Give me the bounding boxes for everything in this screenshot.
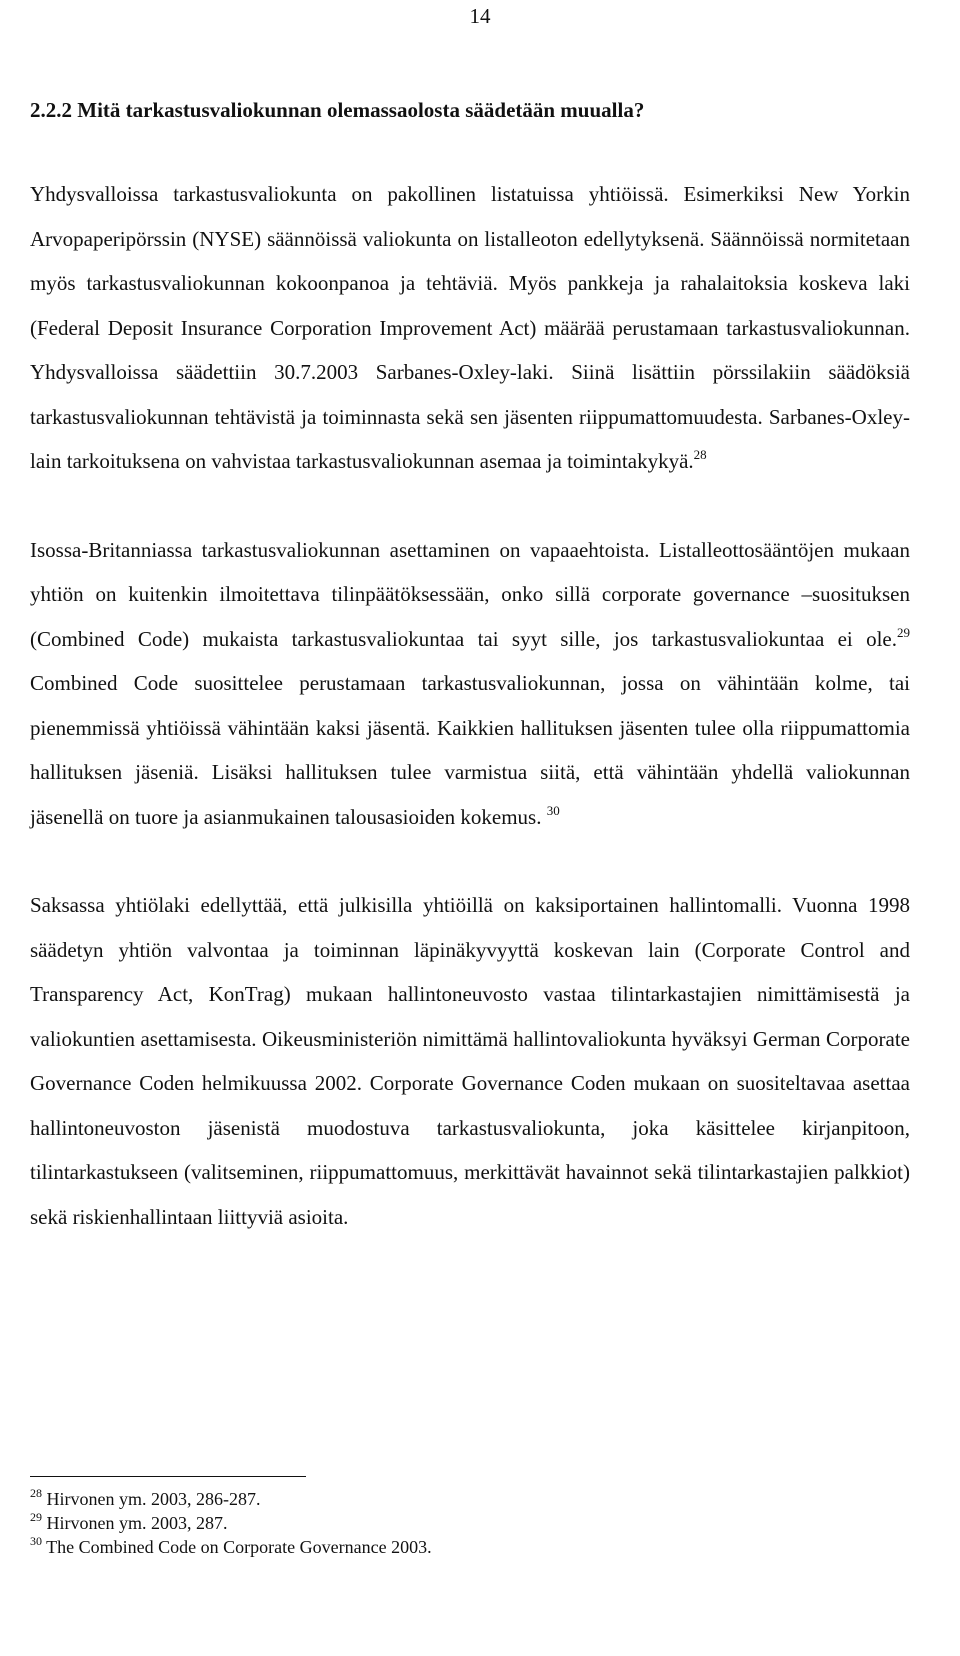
paragraph-text: Saksassa yhtiölaki edellyttää, että julkisilla yhtiöillä on kaksiportainen hallintomalli. Vuonna 1998 säädetyn yhtiön valvontaa ja toiminnan läpinäkyvyyttä koskevan lain (Corporate Control and Transparency Act, KonTrag) mukaan hallintoneuvosto vastaa tilintarkastajien nimittämisestä ja valiokuntien asettamisesta. Oikeusministeriön nimittämä hallintovaliokunta hyväksyi German Corporate Governance Coden helmikuussa 2002. Corporate Governance Coden mukaan on suositeltavaa asettaa hallintoneuvoston jäsenistä muodostuva tarkastusvaliokunta, joka käsittelee kirjanpitoon, tilintarkastukseen (valitseminen, riippumattomuus, merkittävät havainnot sekä tilintarkastajien palkkiot) sekä riskienhallintaan liittyviä asioita. bbox=[30, 893, 910, 1229]
section-heading: 2.2.2 Mitä tarkastusvaliokunnan olemassaolosta säädetään muualla? bbox=[30, 98, 645, 122]
footnote-divider bbox=[30, 1476, 306, 1477]
paragraph-text: Isossa-Britanniassa tarkastusvaliokunnan asettaminen on vapaaehtoista. Listalleottosääntöjen mukaan yhtiön on kuitenkin ilmoitettava tilinpäätöksessään, onko sillä corporate governance –suosituksen (Combined Code) mukaista tarkastusvaliokuntaa tai syyt sille, jos tarkastusvaliokuntaa ei ole. bbox=[30, 537, 910, 651]
footnote-number: 29 bbox=[30, 1510, 42, 1524]
footnote-reference[interactable]: 29 bbox=[897, 624, 910, 640]
paragraph-text: Yhdysvalloissa tarkastusvaliokunta on pakollinen listatuissa yhtiöissä. Esimerkiksi New Yorkin Arvopaperipörssin (NYSE) säännöissä valiokunta on listalleoton edellytyksenä. Säännöissä normitetaan myös tarkastusvaliokunnan kokoonpanoa ja tehtäviä. Myös pankkeja ja rahalaitoksia koskeva laki (Federal Deposit Insurance Corporation Improvement Act) määrää perustamaan tarkastusvaliokunnan. Yhdysvalloissa säädettiin 30.7.2003 Sarbanes-Oxley-laki. Siinä lisättiin pörssilakiin säädöksiä tarkastusvaliokunnan tehtävistä ja toiminnasta sekä sen jäsenten riippumattomuudesta. Sarbanes-Oxley-lain tarkoituksena on vahvistaa tarkastusvaliokunnan asemaa ja toimintakykyä. bbox=[30, 182, 910, 473]
body-text bbox=[30, 172, 910, 1239]
page-number: 14 bbox=[469, 4, 491, 28]
footnote-reference[interactable]: 28 bbox=[693, 447, 707, 462]
footnote-text: The Combined Code on Corporate Governance 2003. bbox=[42, 1537, 432, 1557]
paragraph-uk bbox=[30, 528, 910, 840]
paragraph-usa bbox=[30, 172, 910, 484]
footnote bbox=[30, 1511, 910, 1535]
footnotes bbox=[30, 1476, 910, 1559]
footnote bbox=[30, 1535, 910, 1559]
footnote bbox=[30, 1487, 910, 1511]
footnote-number: 30 bbox=[30, 1534, 42, 1548]
footnote-text: Hirvonen ym. 2003, 286-287. bbox=[42, 1489, 261, 1509]
paragraph-germany bbox=[30, 883, 910, 1239]
footnote-number: 28 bbox=[30, 1486, 42, 1500]
footnote-reference[interactable]: 30 bbox=[546, 802, 560, 818]
paragraph-text: Combined Code suosittelee perustamaan tarkastusvaliokunnan, jossa on vähintään kolme, tai pienemmissä yhtiöissä vähintään kaksi jäsentä. Kaikkien hallituksen jäsenten tulee olla riippumattomia hallituksen jäseniä. Lisäksi hallituksen tulee varmistua siitä, että vähintään yhdellä valiokunnan jäsenellä on tuore ja asianmukainen talousasioiden kokemus. bbox=[30, 671, 910, 829]
footnote-text: Hirvonen ym. 2003, 287. bbox=[42, 1513, 228, 1533]
